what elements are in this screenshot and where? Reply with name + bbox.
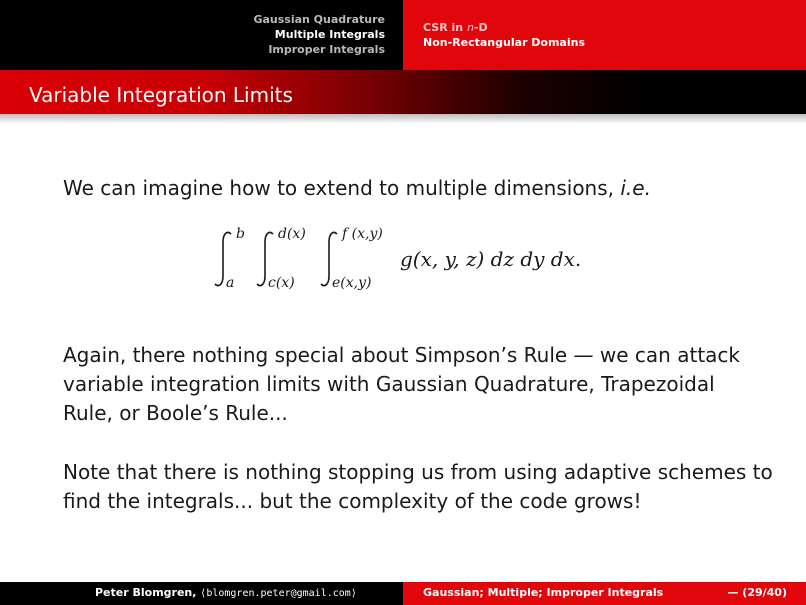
integral-sign-middle: [254, 230, 276, 288]
author-name: Peter Blomgren,: [95, 586, 197, 599]
slide-title: Variable Integration Limits: [29, 83, 293, 107]
subsection-csr-var: n: [466, 21, 474, 34]
integrand: g(x, y, z) dz dy dx.: [400, 247, 582, 271]
header: [0, 0, 806, 70]
paragraph-methods: Again, there nothing special about Simpson’s Rule — we can attack variable integration limits with Gaussian Quadrature, Trapezoidal Rule, or Boole’s Rule...: [63, 343, 740, 425]
integral-sign-inner: [318, 230, 340, 288]
outer-upper-limit: b: [236, 226, 245, 242]
section-list: [253, 12, 385, 57]
section-multiple-integrals[interactable]: Multiple Integrals: [274, 28, 385, 41]
title-shadow: [0, 114, 806, 124]
frame-title-bar: [0, 70, 806, 114]
footer: [0, 582, 806, 605]
paragraph-adaptive: Note that there is nothing stopping us from using adaptive schemes to find the integrals... but the complexity of the code grows!: [63, 460, 773, 513]
footer-title-panel: [403, 582, 806, 605]
middle-lower-limit: c(x): [268, 275, 295, 291]
subsection-csr-prefix: CSR in: [423, 21, 467, 34]
subsection-nav: [403, 0, 806, 70]
inner-upper-limit: f (x,y): [342, 226, 383, 242]
section-gaussian-quadrature[interactable]: Gaussian Quadrature: [253, 13, 385, 26]
paragraph-intro: [63, 174, 651, 203]
page-number: — (29/40): [727, 586, 787, 599]
footer-title: Gaussian; Multiple; Improper Integrals: [423, 586, 664, 599]
outer-lower-limit: a: [226, 275, 235, 291]
subsection-non-rectangular-domains[interactable]: Non-Rectangular Domains: [423, 36, 585, 49]
inner-lower-limit: e(x,y): [332, 275, 372, 291]
footer-author: [95, 586, 357, 599]
middle-upper-limit: d(x): [278, 226, 306, 242]
section-improper-integrals[interactable]: Improper Integrals: [268, 43, 385, 56]
author-email[interactable]: ⟨blomgren.peter@gmail.com⟩: [200, 588, 357, 599]
integral-sign-outer: [212, 230, 234, 288]
subsection-csr-nd[interactable]: [423, 20, 585, 35]
subsection-csr-suffix: -D: [473, 21, 488, 34]
section-nav: [0, 0, 403, 70]
intro-text: We can imagine how to extend to multiple dimensions,: [63, 176, 621, 200]
subsection-list: [423, 20, 585, 50]
intro-ie: i.e.: [620, 176, 651, 200]
footer-author-panel: [0, 582, 403, 605]
